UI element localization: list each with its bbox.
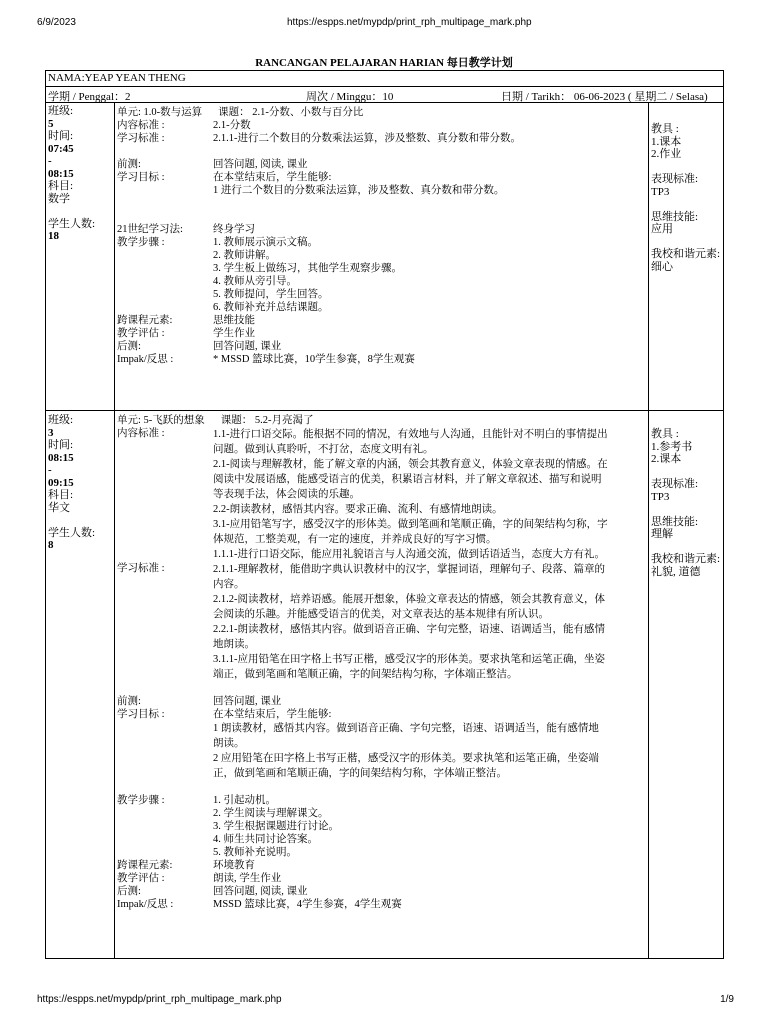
objective-label: 学习目标 : [117, 172, 165, 183]
objective-intro: 在本堂结束后，学生能够: [213, 172, 332, 183]
lesson-2-info [48, 414, 114, 552]
week: 周次 / Minggu：10 [306, 91, 394, 103]
unit: 单元: 5-飞跃的想象 [117, 415, 205, 426]
learning-standard-line: 地朗读。 [213, 639, 255, 650]
print-url: https://espps.net/mypdp/print_rph_multipage_mark.php [287, 17, 532, 28]
step-item: 2. 教师讲解。 [213, 250, 276, 261]
subject-value: 数学 [48, 192, 70, 205]
page-number: 1/9 [720, 994, 734, 1005]
class-label: 班级: [48, 414, 74, 426]
content-standard-line: 2.1-阅读与理解教材，能了解文章的内涵，领会其教育意义，体验文章表现的情感。在 [213, 459, 608, 470]
performance-label: 表现标准: [651, 173, 699, 185]
objective-line: 2 应用铅笔在田字格上书写正楷，感受汉字的形体美。要求执笔和运笔正确，坐姿端 [213, 753, 599, 764]
step-item: 4. 师生共同讨论答案。 [213, 834, 318, 845]
learning-standard-line: 2.2.1-朗读教材，感悟其内容。做到语音正确、字句完整，语速、语调适当，能有感情 [213, 624, 605, 635]
step-item: 5. 教师补充说明。 [213, 847, 297, 858]
content-standard-line: 问题。做到认真聆听，不打岔，态度文明有礼。 [213, 444, 434, 455]
content-standard: 2.1-分数 [213, 120, 251, 131]
performance-level: TP3 [651, 185, 670, 198]
steps-label: 教学步骤 : [117, 795, 165, 806]
c21-method: 终身学习 [213, 224, 255, 235]
pretest-label: 前测: [117, 159, 141, 170]
values: 礼貌, 道德 [651, 565, 701, 578]
lesson-1-info [48, 105, 114, 243]
unit-topic-line [117, 106, 649, 119]
learning-standard-line: 3.1.1-应用铅笔在田字格上书写正楷，感受汉字的形体美。要求执笔和运笔正确，坐姿 [213, 654, 605, 665]
subject-label: 科目: [48, 180, 74, 192]
step-item: 1. 教师展示演示文稿。 [213, 237, 318, 248]
objective-line: 朗读。 [213, 738, 245, 749]
unit-topic-line [117, 414, 649, 427]
materials-label: 教具 : [651, 123, 679, 135]
learning-standard-line: 2.1.1-理解教材，能借助字典认识教材中的汉字，掌握词语，理解句子、段落、篇章的 [213, 564, 605, 575]
term: 学期 / Penggal：2 [48, 91, 131, 103]
objectives [213, 721, 649, 781]
time-dash: - [48, 464, 52, 476]
time-dash: - [48, 155, 52, 167]
material-item: 2.作业 [651, 148, 682, 160]
subject-label: 科目: [48, 489, 74, 501]
step-item: 5. 教师提问，学生回答。 [213, 289, 329, 300]
print-date: 6/9/2023 [37, 17, 76, 28]
unit: 单元: 1.0-数与运算 [117, 107, 203, 118]
cross-curricular-label: 跨课程元素: [117, 860, 173, 871]
thinking-skill: 应用 [651, 223, 673, 235]
step-item: 1. 引起动机。 [213, 795, 276, 806]
time-end: 08:15 [48, 167, 74, 180]
learning-standard-label: 学习标准 : [117, 133, 165, 144]
learning-standard-line: 1.1.1-进行口语交际，能应用礼貌语言与人沟通交流，做到话语适当，态度大方有礼。 [213, 549, 605, 560]
lesson-1-resources [651, 123, 723, 273]
lesson-2-resources [651, 428, 723, 578]
materials-label: 教具 : [651, 428, 679, 440]
step-item: 6. 教师补充并总结课题。 [213, 302, 329, 313]
learning-standard-line: 内容。 [213, 579, 245, 590]
objective-line: 正，做到笔画和笔顺正确，字的间架结构匀称，字体端正整洁。 [213, 768, 507, 779]
class-value: 3 [48, 426, 54, 439]
content-standard-line: 体规范，工整美观，有一定的速度，并养成良好的写字习惯。 [213, 534, 497, 545]
step-item: 3. 学生板上做练习，其他学生观察步骤。 [213, 263, 402, 274]
time-start: 07:45 [48, 142, 74, 155]
time-label: 时间: [48, 130, 74, 142]
learning-standard [213, 547, 649, 682]
document-title: RANCANGAN PELAJARAN HARIAN 每日教学计划 [255, 57, 513, 69]
content-standard-line: 1.1-进行口语交际。能根据不同的情况，有效地与人沟通，且能针对不明白的事情提出 [213, 429, 608, 440]
topic: 课题： 5.2-月亮渴了 [220, 415, 314, 426]
learning-standard-line: 会阅读的乐趣。并能感受语言的优美，对文章表达的基本规律有所认识。 [213, 609, 549, 620]
posttest-label: 后测: [117, 341, 141, 352]
date: 日期 / Tarikh： 06-06-2023 ( 星期二 / Selasa) [501, 91, 708, 103]
thinking-skill-label: 思维技能: [651, 210, 699, 223]
pretest: 回答问题, 课业 [213, 696, 282, 707]
evaluation: 朗读, 学生作业 [213, 873, 282, 884]
content-standard-line: 2.2-朗读教材，感悟其内容。要求正确、流利、有感情地朗读。 [213, 504, 503, 515]
subject-value: 华文 [48, 501, 70, 514]
learning-standard-line: 2.1.2-阅读教材，培养语感。能展开想象，体验文章表达的情感，领会其教育意义，体 [213, 594, 605, 605]
c21-label: 21世纪学习法: [117, 224, 183, 235]
values: 细心 [651, 260, 673, 273]
evaluation-label: 教学评估 : [117, 328, 165, 339]
pretest-label: 前测: [117, 696, 141, 707]
material-item: 2.课本 [651, 453, 682, 465]
print-footer [0, 988, 768, 1018]
print-header [0, 0, 768, 40]
cross-curricular: 思维技能 [213, 315, 255, 326]
content-standard-line: 阅读中发展语感，能感受语言的优美，积累语言材料，并了解文章叙述、描写和说明 [213, 474, 602, 485]
time-start: 08:15 [48, 451, 74, 464]
students-label: 学生人数: [48, 526, 96, 539]
time-end: 09:15 [48, 476, 74, 489]
objective-intro: 在本堂结束后，学生能够: [213, 709, 332, 720]
steps-list [213, 236, 649, 314]
objective-line: 1 朗读教材，感悟其内容。做到语音正确、字句完整，语速、语调适当，能有感情地 [213, 723, 599, 734]
topic: 课题： 2.1-分数、小数与百分比 [218, 107, 364, 118]
students-value: 8 [48, 539, 54, 551]
content-standard-line: 等表现手法，体会阅读的乐趣。 [213, 489, 360, 500]
step-item: 4. 教师从旁引导。 [213, 276, 297, 287]
cross-curricular-label: 跨课程元素: [117, 315, 173, 326]
impact: * MSSD 篮球比赛，10学生参赛，8学生观赛 [213, 354, 415, 365]
content-standard-label: 内容标准 : [117, 428, 165, 439]
time-label: 时间: [48, 439, 74, 451]
students-value: 18 [48, 230, 59, 242]
teacher-name: NAMA:YEAP YEAN THENG [48, 72, 186, 84]
step-item: 2. 学生阅读与理解课文。 [213, 808, 329, 819]
learning-standard-line: 端正，做到笔画和笔顺正确，字的间架结构匀称，字体端正整洁。 [213, 669, 518, 680]
thinking-skill: 理解 [651, 528, 673, 540]
posttest: 回答问题, 课业 [213, 341, 282, 352]
steps-label: 教学步骤 : [117, 237, 165, 248]
evaluation: 学生作业 [213, 328, 255, 339]
impact-label: Impak/反思 : [117, 899, 174, 910]
material-item: 1.参考书 [651, 440, 693, 453]
objective-item: 1 进行二个数目的分数乘法运算，涉及整数、真分数和带分数。 [213, 185, 505, 196]
values-label: 我校和谐元素: [651, 248, 721, 260]
evaluation-label: 教学评估 : [117, 873, 165, 884]
objective-label: 学习目标 : [117, 709, 165, 720]
class-label: 班级: [48, 105, 74, 117]
posttest: 回答问题, 阅读, 课业 [213, 886, 308, 897]
lesson-divider [46, 410, 723, 411]
class-value: 5 [48, 117, 54, 130]
pretest: 回答问题, 阅读, 课业 [213, 159, 308, 170]
lesson-plan-table [45, 70, 724, 959]
material-item: 1.课本 [651, 135, 682, 148]
performance-level: TP3 [651, 490, 670, 503]
lesson-2-content [117, 414, 649, 911]
students-label: 学生人数: [48, 217, 96, 230]
learning-standard: 2.1.1-进行二个数目的分数乘法运算，涉及整数、真分数和带分数。 [213, 133, 521, 144]
performance-label: 表现标准: [651, 478, 699, 490]
footer-url: https://espps.net/mypdp/print_rph_multipage_mark.php [37, 994, 282, 1005]
values-label: 我校和谐元素: [651, 553, 721, 565]
impact: MSSD 篮球比赛，4学生参赛，4学生观赛 [213, 899, 402, 910]
content-standard-line: 3.1-应用铅笔写字，感受汉字的形体美。做到笔画和笔顺正确，字的间架结构匀称，字 [213, 519, 608, 530]
learning-standard-label: 学习标准 : [117, 563, 165, 574]
term-row [46, 87, 723, 103]
content-standard-label: 内容标准 : [117, 120, 165, 131]
cross-curricular: 环境教育 [213, 860, 255, 871]
thinking-skill-label: 思维技能: [651, 515, 699, 528]
lesson-1-content [117, 106, 649, 366]
posttest-label: 后测: [117, 886, 141, 897]
content-standard [213, 427, 649, 547]
col-divider-left [114, 103, 115, 958]
teacher-name-row [46, 71, 723, 87]
impact-label: Impak/反思 : [117, 354, 174, 365]
steps-list [213, 794, 649, 859]
step-item: 3. 学生根据课题进行讨论。 [213, 821, 339, 832]
